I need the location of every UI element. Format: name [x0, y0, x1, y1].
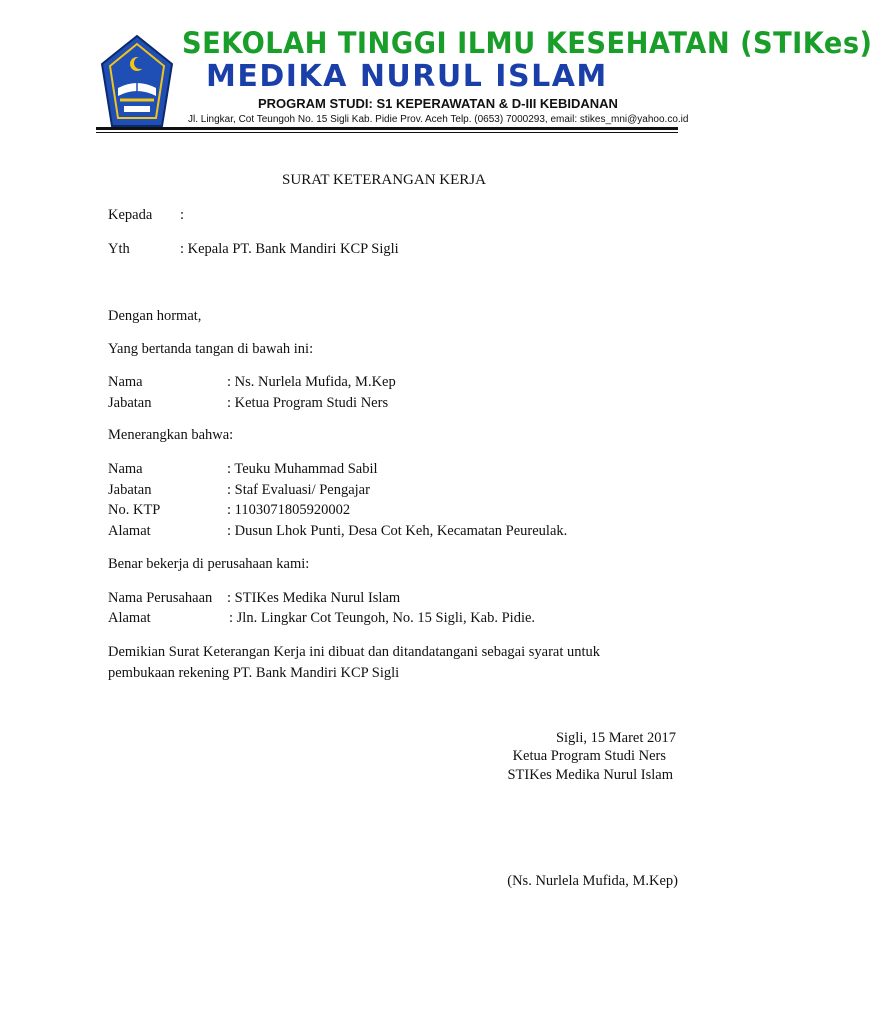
letterhead	[96, 26, 873, 130]
company-name-label: Nama Perusahaan	[108, 590, 213, 606]
institution-name-line2: MEDIKA NURUL ISLAM	[206, 59, 608, 94]
signer-name-label: Nama	[108, 374, 143, 390]
company-address-label: Alamat	[108, 610, 151, 626]
signer-name-value: : Ns. Nurlela Mufida, M.Kep	[227, 374, 396, 390]
yth-label: Yth	[108, 241, 130, 257]
states-text: Menerangkan bahwa:	[108, 427, 234, 443]
institution-address: Jl. Lingkar, Cot Teungoh No. 15 Sigli Kab. Pidie Prov. Aceh Telp. (0653) 7000293, email: stikes_mni@yahoo.co.id	[188, 114, 689, 125]
company-address-value: : Jln. Lingkar Cot Teungoh, No. 15 Sigli, Kab. Pidie.	[229, 610, 536, 626]
signatory-institution: STIKes Medika Nurul Islam	[507, 767, 673, 783]
signatory-name: (Ns. Nurlela Mufida, M.Kep)	[507, 873, 678, 889]
program-study: PROGRAM STUDI: S1 KEPERAWATAN & D-III KEBIDANAN	[258, 96, 618, 111]
closing-line-1: Demikian Surat Keterangan Kerja ini dibuat dan ditandatangani sebagai syarat untuk	[108, 644, 601, 660]
employee-address-label: Alamat	[108, 523, 151, 539]
letterhead-divider-thin	[96, 132, 678, 133]
signer-position-value: : Ketua Program Studi Ners	[227, 395, 389, 411]
signer-position-label: Jabatan	[108, 395, 152, 411]
employee-name-label: Nama	[108, 461, 143, 477]
works-at-text: Benar bekerja di perusahaan kami:	[108, 556, 310, 572]
company-name-value: : STIKes Medika Nurul Islam	[227, 590, 401, 606]
yth-value: : Kepala PT. Bank Mandiri KCP Sigli	[180, 241, 399, 257]
employee-ktp-label: No. KTP	[108, 502, 161, 518]
greeting: Dengan hormat,	[108, 308, 202, 324]
closing-line-2: pembukaan rekening PT. Bank Mandiri KCP Sigli	[108, 665, 400, 681]
letter-title: SURAT KETERANGAN KERJA	[282, 172, 486, 188]
kepada-label: Kepada	[108, 207, 153, 223]
employee-ktp-value: : 1103071805920002	[227, 502, 351, 518]
letterhead-divider	[96, 127, 678, 130]
place-date: Sigli, 15 Maret 2017	[555, 730, 676, 746]
employee-position-label: Jabatan	[108, 482, 152, 498]
institution-name-line1: SEKOLAH TINGGI ILMU KESEHATAN (STIKes)	[182, 26, 873, 60]
intro-text: Yang bertanda tangan di bawah ini:	[108, 341, 314, 357]
employee-position-value: : Staf Evaluasi/ Pengajar	[227, 482, 370, 498]
employee-name-value: : Teuku Muhammad Sabil	[227, 461, 378, 477]
employee-address-value: : Dusun Lhok Punti, Desa Cot Keh, Kecamatan Peureulak.	[227, 523, 568, 539]
kepada-value: :	[180, 207, 185, 223]
crest-book-icon	[100, 34, 174, 130]
signatory-position: Ketua Program Studi Ners	[512, 748, 666, 764]
